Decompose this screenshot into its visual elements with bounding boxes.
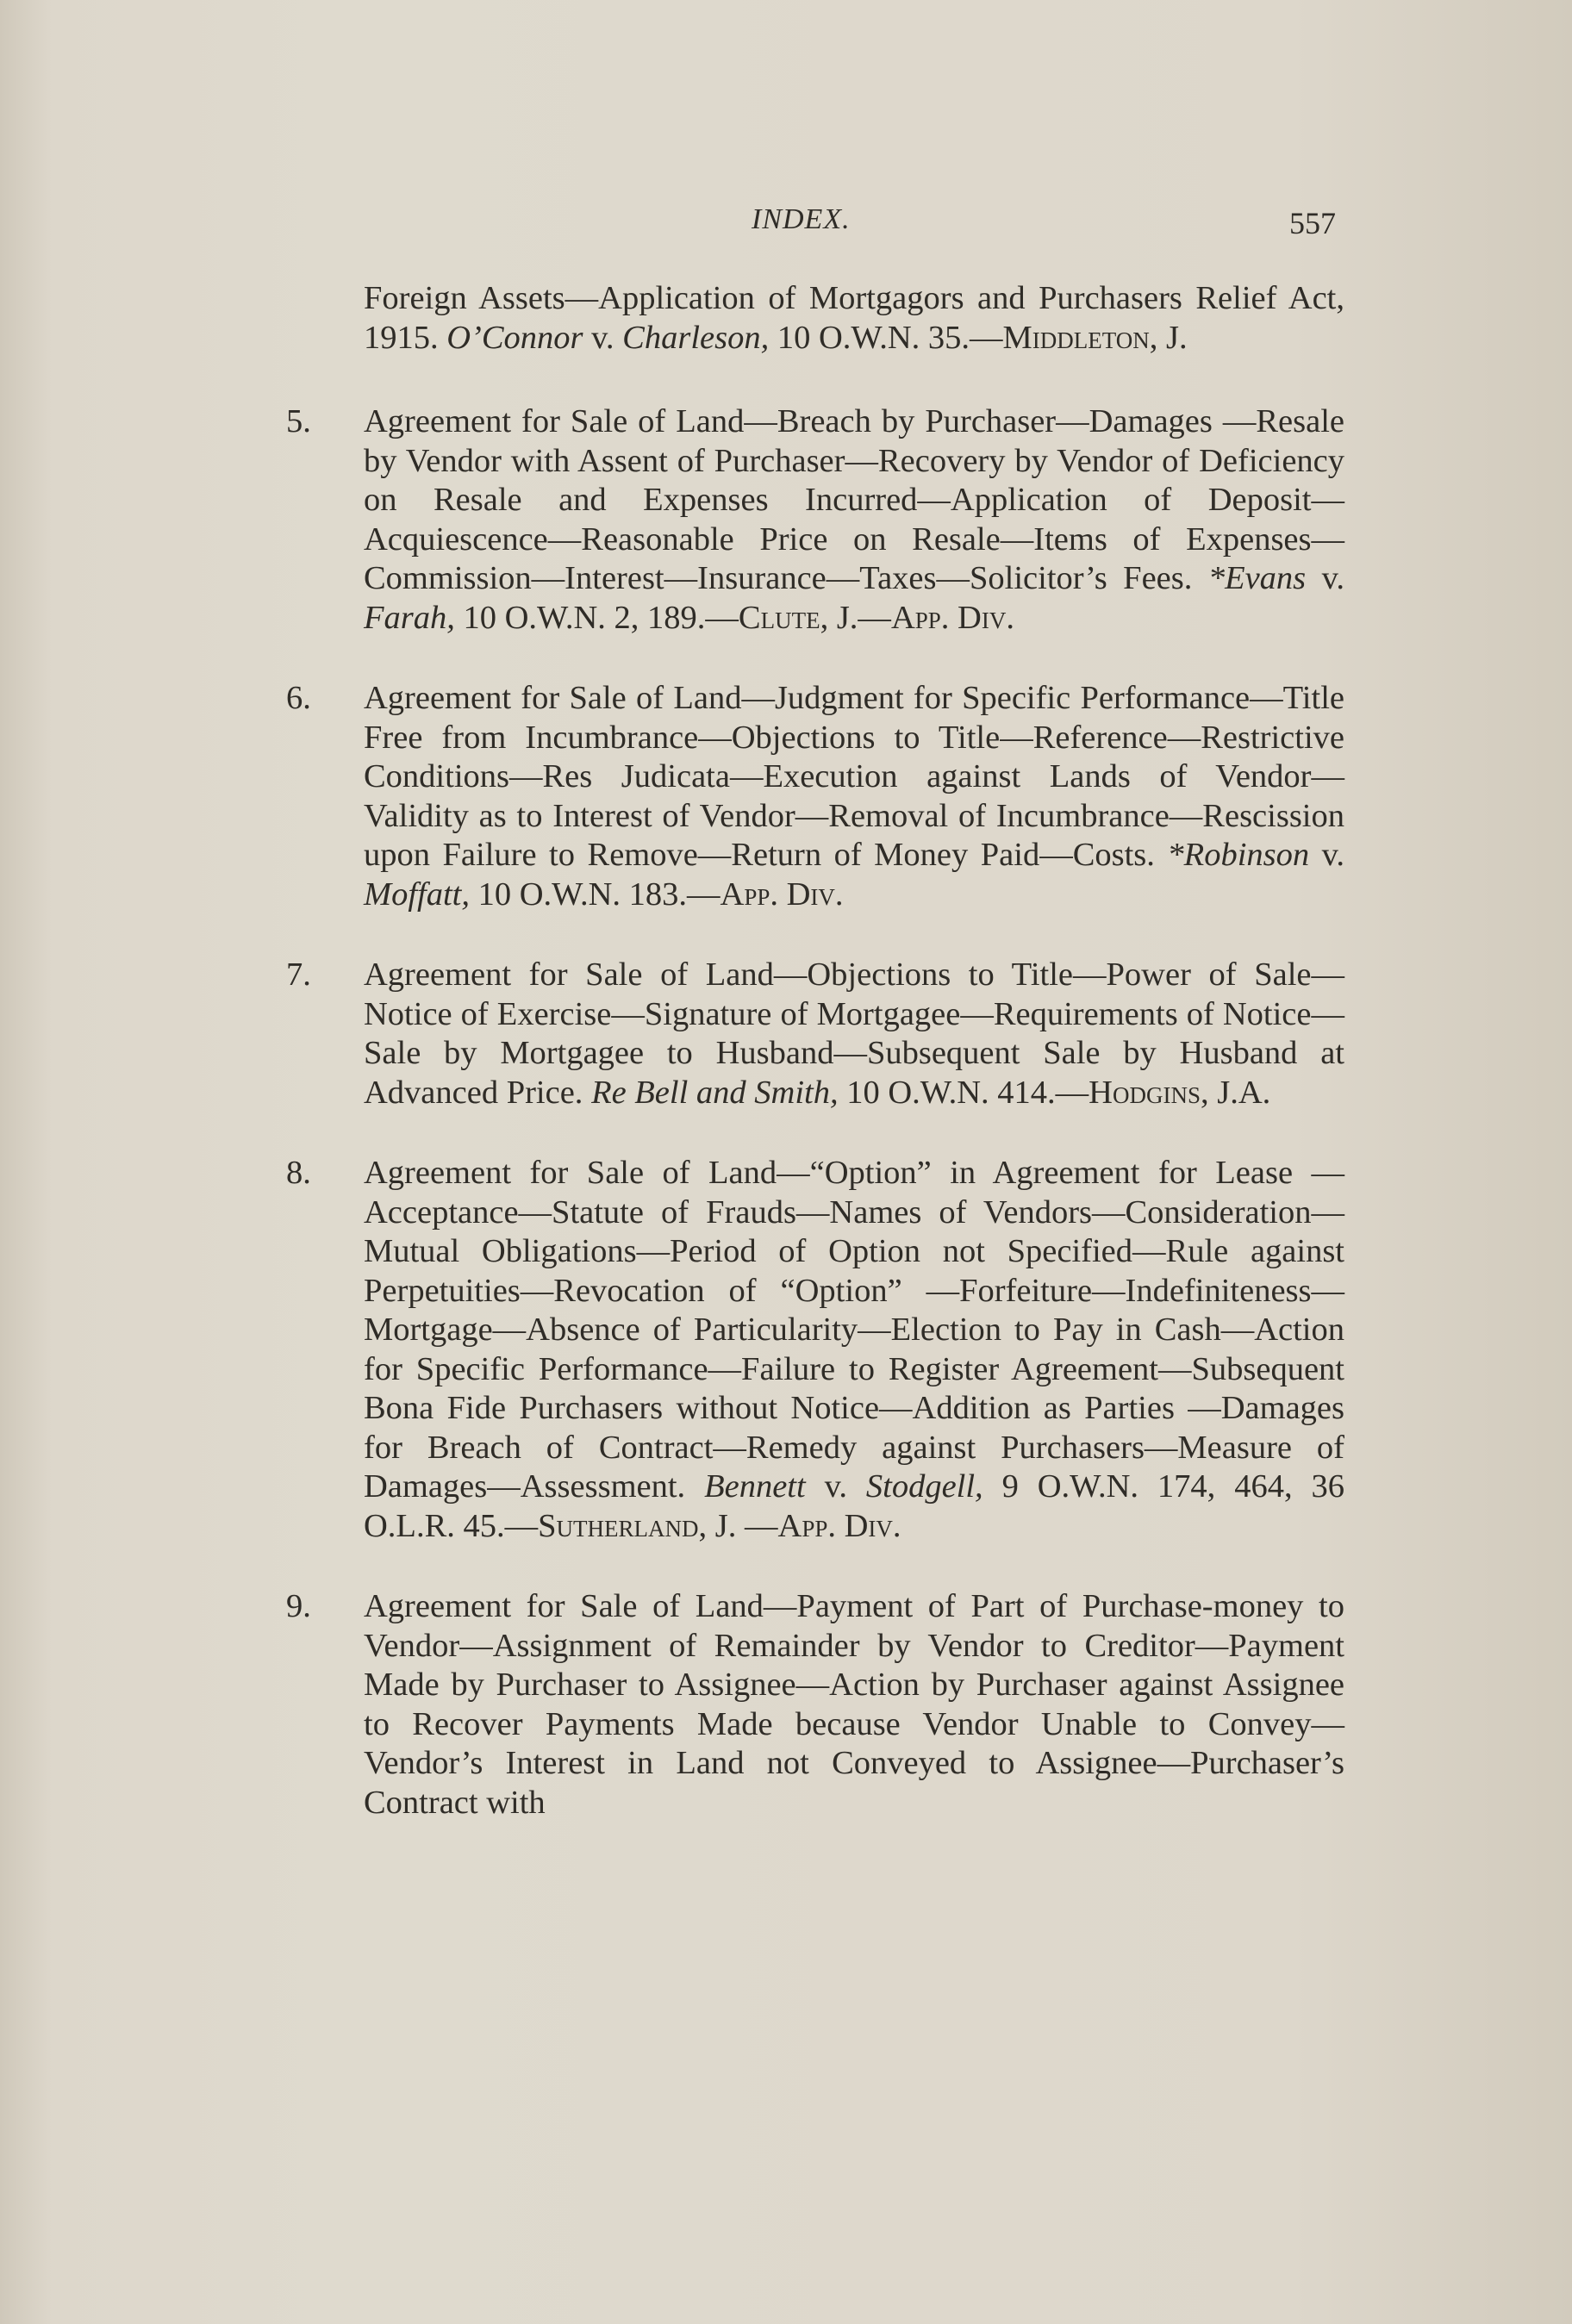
judge-name: Hodgins — [1089, 1074, 1201, 1111]
entry-text: Agreement for Sale of Land—“Option” in Agreement for Lease —Acceptance—Statute of Frauds—Names of Vendors—Consideration—Mutual Obligations—Period of Option not Specified—Rule against Perpetuities—Revocation of “Option” —Forfeiture—Indefiniteness—Mortgage—Absence of Particularity—Election to Pay in Cash—Action for Specific Performance—Failure to Register Agreement—Subsequent Bona Fide Purchasers without Notice—Addition as Parties —Damages for Breach of Contract—Remedy against Purchasers—Measure of Damages—Assessment. — [364, 1155, 1344, 1505]
case-name: Charleson, — [622, 319, 770, 356]
judge-name: Clute — [738, 599, 820, 636]
case-name: Bennett — [704, 1468, 806, 1505]
court-name: App. Div — [890, 599, 1007, 636]
index-entry — [276, 1154, 1344, 1546]
case-versus: v. — [805, 1468, 866, 1505]
case-name: *Evans — [1207, 560, 1307, 596]
case-name: O’Connor — [446, 319, 583, 356]
case-name: Moffatt, — [364, 875, 470, 913]
entry-number: 8. — [286, 1155, 311, 1191]
judge-name: Middleton — [1002, 319, 1150, 356]
index-entry — [276, 1587, 1344, 1822]
case-name: *Robinson — [1167, 837, 1310, 873]
citation-tail: , J. — [1149, 319, 1188, 356]
index-entry — [276, 402, 1344, 638]
citation: 10 O.W.N. 414.— — [838, 1074, 1089, 1111]
entry-number: 7. — [286, 956, 311, 993]
citation-mid: , J.— — [820, 599, 891, 636]
citation: 10 O.W.N. 183.— — [469, 875, 720, 913]
page-header — [0, 203, 1572, 255]
court-name: App. Div — [777, 1507, 893, 1544]
judge-name: Sutherland — [538, 1507, 699, 1544]
citation: 10 O.W.N. 2, 189.— — [454, 599, 739, 636]
case-versus: v. — [1306, 560, 1344, 596]
entry-text: Agreement for Sale of Land—Breach by Purchaser—Damages —Resale by Vendor with Assent of Purchaser—Recovery by Vendor of Deficiency on Resale and Expenses Incurred—Application of Deposit—Acquiescence—Reasonable Price on Resale—Items of Expenses—Commission—Interest—Insurance—Taxes—Solicitor’s Fees. — [364, 403, 1344, 596]
page-number: 557 — [1289, 206, 1336, 240]
citation: 9 O.W.N. 174, 464, 36 O.L.R. 45.— — [364, 1468, 1344, 1544]
citation-tail: . — [834, 875, 844, 913]
court-name: App. Div — [720, 875, 835, 913]
index-entry — [276, 956, 1344, 1112]
citation-mid: , J. — — [698, 1507, 778, 1544]
citation-tail: . — [1006, 599, 1014, 636]
index-content — [276, 279, 1344, 1864]
citation: 10 O.W.N. 35.— — [769, 319, 1003, 356]
case-versus: v. — [583, 319, 623, 356]
case-name: Stodgell, — [865, 1468, 983, 1505]
index-entry-continuation — [276, 279, 1344, 358]
entry-number: 9. — [286, 1588, 311, 1624]
entry-number: 6. — [286, 680, 311, 716]
case-name: Farah, — [364, 599, 455, 636]
entry-number: 5. — [286, 403, 311, 439]
running-title: INDEX. — [752, 203, 851, 235]
case-versus: v. — [1309, 837, 1345, 873]
citation-tail: . — [892, 1507, 901, 1544]
entry-text: Agreement for Sale of Land—Objections to Title—Power of Sale—Notice of Exercise—Signature of Mortgagee—Requirements of Notice—Sale by Mortgagee to Husband—Subsequent Sale by Husband at Advanced Price. — [364, 956, 1344, 1111]
index-entry — [276, 679, 1344, 914]
entry-text: Agreement for Sale of Land—Judgment for Specific Performance—Title Free from Incumbrance—Objections to Title—Reference—Restrictive Conditions—Res Judicata—Execution against Lands of Vendor—Validity as to Interest of Vendor—Removal of Incumbrance—Rescission upon Failure to Remove—Return of Money Paid—Costs. — [364, 680, 1344, 873]
citation-tail: , J.A. — [1200, 1074, 1271, 1111]
entry-text: Foreign Assets—Application of Mortgagors and Purchasers Relief Act, 1915. — [364, 280, 1344, 356]
entry-text: Agreement for Sale of Land—Payment of Part of Purchase-money to Vendor—Assignment of Remainder by Vendor to Creditor—Payment Made by Purchaser to Assignee—Action by Purchaser against Assignee to Recover Payments Made because Vendor Unable to Convey—Vendor’s Interest in Land not Conveyed to Assignee—Purchaser’s Contract with — [364, 1588, 1344, 1821]
case-name: Re Bell and Smith, — [591, 1074, 839, 1111]
